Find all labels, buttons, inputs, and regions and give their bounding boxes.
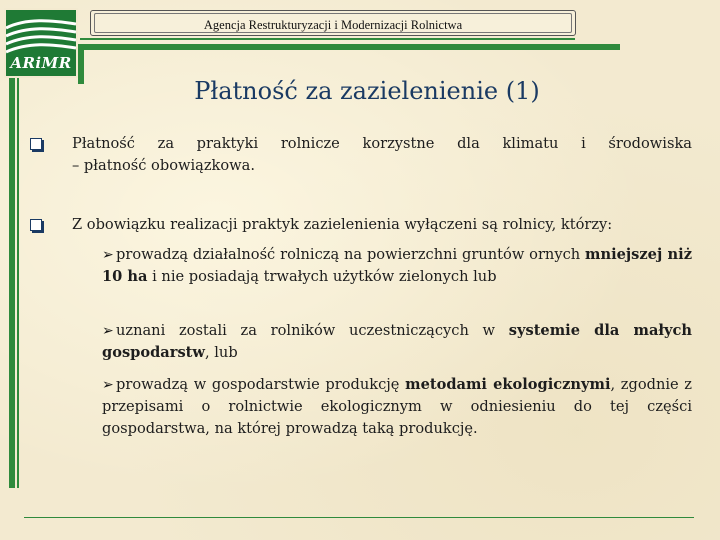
subitem-2: [102, 320, 692, 364]
subitem-1-bold: mniejszej niż 10 ha: [102, 246, 692, 285]
bullet-1-line2: – płatność obowiązkowa.: [72, 157, 255, 174]
arrow-bullet-icon: ➢: [102, 247, 114, 263]
bullet-1-text: [72, 133, 692, 177]
subitem-3: [102, 374, 692, 440]
checkbox-bullet-icon: [30, 138, 42, 150]
logo-text: ARiMR: [10, 54, 72, 72]
bullet-2-intro: Z obowiązku realizacji praktyk zazielenienia wyłączeni są rolnicy, którzy:: [72, 216, 613, 233]
subitem-3-text-c: , zgodnie z przepisami o rolnictwie ekologicznym w odniesieniu do tej części gospodarstwa, na której prowadzą taką produkcję.: [102, 376, 693, 437]
arrow-bullet-icon: ➢: [102, 323, 114, 339]
arimr-logo: [4, 8, 78, 78]
footer-divider: [24, 517, 694, 518]
subitem-2-text-c: , lub: [204, 344, 238, 361]
subitem-3-text-a: prowadzą w gospodarstwie produkcję: [116, 376, 406, 393]
subitem-3-bold: metodami ekologicznymi: [405, 376, 611, 393]
subitem-2-text-a: uznani zostali za rolników uczestniczących w: [116, 322, 509, 339]
checkbox-bullet-icon: [30, 219, 42, 231]
field-stripes-icon: [6, 10, 76, 60]
left-accent-line: [17, 78, 19, 488]
slide-title: Płatność za zazielenienie (1): [194, 77, 540, 105]
subitem-2-bold: systemie dla małych gospodarstw: [102, 322, 692, 361]
subitem-1-text-a: prowadzą działalność rolniczą na powierzchni gruntów ornych: [116, 246, 586, 263]
subitem-1: [102, 244, 692, 288]
subitem-1-text-c: i nie posiadają trwałych użytków zielonych lub: [147, 268, 497, 285]
top-accent-bar: [80, 44, 620, 50]
arrow-bullet-icon: ➢: [102, 377, 114, 393]
bullet-1-line1: Płatność za praktyki rolnicze korzystne dla klimatu i środowiska: [72, 135, 692, 152]
agency-name: Agencja Restrukturyzacji i Modernizacji Rolnictwa: [203, 18, 463, 32]
left-accent-bar: [9, 78, 15, 488]
top-accent-line: [80, 38, 575, 40]
